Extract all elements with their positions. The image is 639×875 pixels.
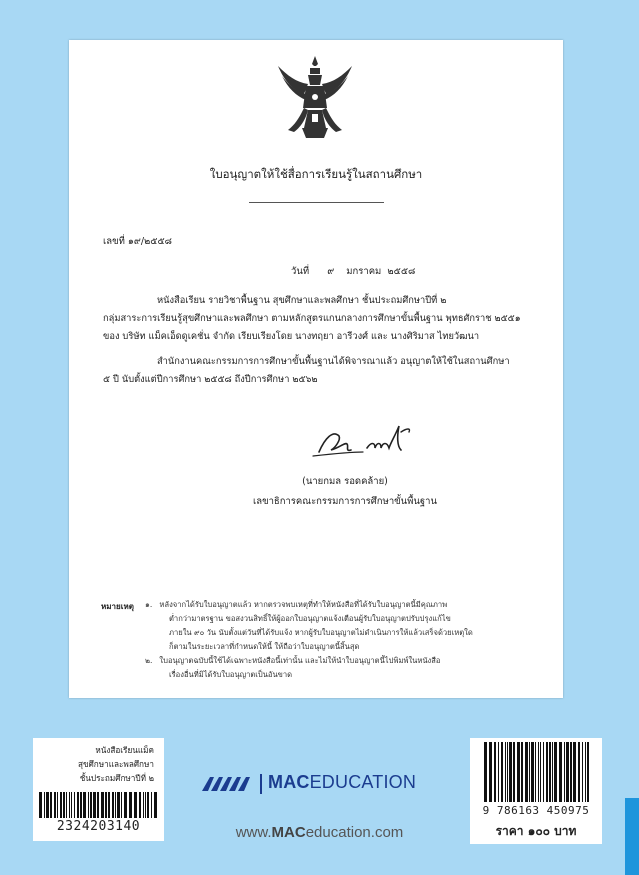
paragraph-1-line: ของ บริษัท แม็คเอ็ดดูเคชั่น จำกัด เรียบเรียงโดย นางทฤยา อารีวงศ์ และ นางศิริมาส ไทยวัฒนา	[103, 331, 480, 342]
note-text: ต่ำกว่ามาตรฐาน ขอสงวนสิทธิ์ให้ผู้ออกใบอนุญาตแจ้งเตือนผู้รับใบอนุญาตปรับปรุงแก้ไข	[169, 614, 451, 623]
note-text: หลังจากได้รับใบอนุญาตแล้ว หากตรวจพบเหตุที่ทำให้หนังสือที่ได้รับใบอนุญาตนี้มีคุณภาพ	[159, 600, 448, 609]
note-item	[145, 598, 545, 654]
date-label: วันที่	[291, 266, 310, 277]
date-value: ๙ มกราคม ๒๕๕๘	[327, 266, 416, 277]
notes-label: หมายเหตุ	[101, 602, 134, 611]
brand-name-bold: MAC	[268, 772, 310, 792]
date-line	[291, 264, 415, 279]
paragraph-1-line: กลุ่มสาระการเรียนรู้สุขศึกษาและพลศึกษา ตามหลักสูตรแกนกลางการศึกษาขั้นพื้นฐาน พุทธศักราช ๒๕๕๑	[103, 313, 521, 324]
isbn-number: 9 786163 450975	[482, 804, 590, 817]
signer-name: (นายกมล รอดคล้าย)	[302, 476, 388, 487]
note-number: ๑.	[145, 600, 153, 609]
mac-logo-icon	[200, 775, 252, 793]
price-label: ราคา ๑๐๐ บาท	[495, 824, 577, 838]
note-number: ๒.	[145, 656, 153, 665]
book-label-line: หนังสือเรียนแม็ค	[95, 745, 154, 755]
note-text: ภายใน ๙๐ วัน นับตั้งแต่วันที่ได้รับแจ้ง หากผู้รับใบอนุญาตไม่ดำเนินการให้แล้วเสร็จด้วยเหตุใด	[169, 628, 473, 637]
paragraph-2-line: ๕ ปี นับตั้งแต่ปีการศึกษา ๒๕๕๘ ถึงปีการศึกษา ๒๕๖๒	[103, 374, 318, 385]
brand-divider	[260, 774, 262, 794]
paragraph-2-line: สำนักงานคณะกรรมการการศึกษาขั้นพื้นฐานได้พิจารณาแล้ว อนุญาตให้ใช้ในสถานศึกษา	[157, 356, 510, 367]
note-text: ใบอนุญาตฉบับนี้ใช้ได้เฉพาะหนังสือนี้เท่านั้น และไม่ให้นำใบอนุญาตนี้ไปพิมพ์ในหนังสือ	[159, 656, 441, 665]
note-item	[145, 654, 545, 682]
book-label-line: สุขศึกษาและพลศึกษา	[78, 759, 154, 769]
paragraph-2	[103, 353, 543, 389]
website-bold: MAC	[271, 824, 306, 841]
title-divider	[249, 202, 384, 203]
website-post: education.com	[305, 824, 404, 841]
signer-title: เลขาธิการคณะกรรมการการศึกษาขั้นพื้นฐาน	[253, 496, 437, 507]
brand-logo-block	[200, 772, 430, 796]
barcode-icon	[39, 792, 159, 818]
book-label-line: ชั้นประถมศึกษาปีที่ ๒	[79, 773, 154, 783]
isbn-barcode-icon	[484, 742, 590, 802]
handwritten-signature	[311, 418, 421, 464]
permit-document	[69, 40, 563, 698]
website-pre: www.	[235, 824, 272, 841]
paragraph-1-line: หนังสือเรียน รายวิชาพื้นฐาน สุขศึกษาและพลศึกษา ชั้นประถมศึกษาปีที่ ๒	[157, 295, 447, 306]
brand-name	[268, 772, 416, 793]
document-title: ใบอนุญาตให้ใช้สื่อการเรียนรู้ในสถานศึกษา	[209, 167, 423, 181]
note-text: เรื่องอื่นที่มิได้รับใบอนุญาตเป็นอันขาด	[169, 670, 293, 679]
spine-edge-tab	[625, 798, 639, 875]
brand-name-rest: EDUCATION	[309, 772, 417, 792]
barcode-number: 2324203140	[56, 819, 141, 834]
paragraph-1	[103, 292, 543, 346]
notes-list	[145, 598, 545, 682]
isbn-label	[470, 738, 602, 844]
garuda-emblem-icon	[274, 54, 356, 142]
document-number: เลขที่ ๑๙/๒๕๕๘	[103, 236, 173, 247]
note-text: ก็ตามในระยะเวลาที่กำหนดให้นี้ ให้ถือว่าใบอนุญาตนี้สิ้นสุด	[169, 642, 360, 651]
